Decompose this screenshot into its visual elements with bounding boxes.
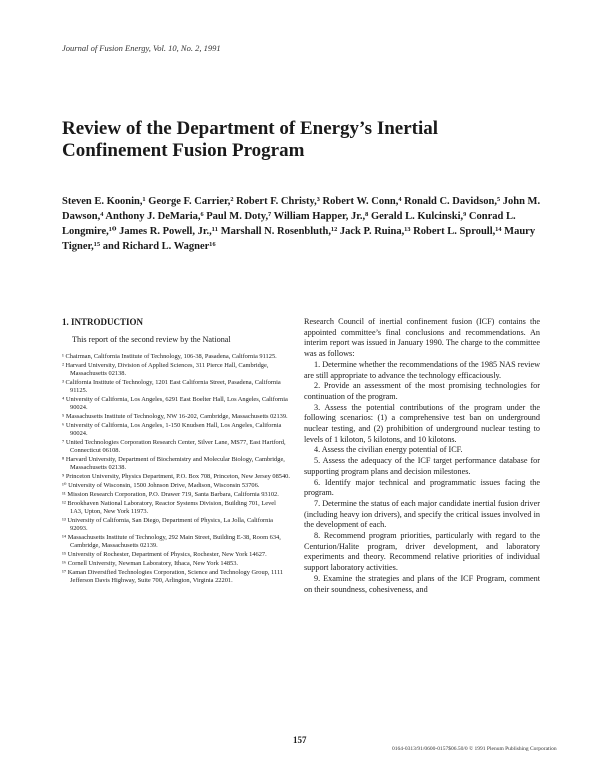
section-heading: 1. INTRODUCTION bbox=[62, 317, 144, 327]
footnotes bbox=[62, 353, 290, 585]
footnote: ¹¹ Mission Research Corporation, P.O. Drawer 719, Santa Barbara, California 93102. bbox=[62, 491, 279, 499]
charge-item: 5. Assess the adequacy of the ICF target performance database for supporting program plans and decision milestones. bbox=[304, 456, 540, 476]
intro-paragraph: This report of the second review by the National bbox=[72, 334, 231, 344]
footnote: ⁹ Princeton University, Physics Department, P.O. Box 708, Princeton, New Jersey 08540. bbox=[62, 473, 290, 481]
footnote: ¹⁷ Kaman Diversified Technologies Corporation, Science and Technology Group, 1111 Jefferson Davis Highway, Suite 700, Arlington, Virginia 22201. bbox=[62, 569, 284, 585]
footnote: ¹³ University of California, San Diego, Department of Physics, La Jolla, California 92093. bbox=[62, 517, 273, 533]
footnote: ¹⁰ University of Wisconsin, 1500 Johnson Drive, Madison, Wisconsin 53706. bbox=[62, 482, 260, 490]
footnote: ⁶ University of California, Los Angeles, 1-150 Knudsen Hall, Los Angeles, California 90024. bbox=[62, 422, 282, 438]
footnote: ⁵ Massachusetts Institute of Technology, NW 16-202, Cambridge, Massachusetts 02139. bbox=[62, 413, 288, 421]
footnote: ¹ Chairman, California Institute of Technology, 106-38, Pasadena, California 91125. bbox=[62, 353, 277, 361]
footnote: ² Harvard University, Division of Applied Sciences, 311 Pierce Hall, Cambridge, Massachusetts 02138. bbox=[62, 362, 269, 378]
copyright-line: 0164-0313/91/0600-0157$06.50/0 © 1991 Plenum Publishing Corporation bbox=[392, 746, 557, 752]
article-title: Review of the Department of Energy’s Inertial Confinement Fusion Program bbox=[62, 118, 439, 161]
page-number: 157 bbox=[293, 735, 307, 745]
charge-item: 7. Determine the status of each major candidate inertial fusion driver (including heavy ion drivers), and specify the critical issues involved in the development of each. bbox=[304, 498, 540, 530]
charge-item: 4. Assess the civilian energy potential of ICF. bbox=[314, 445, 463, 455]
footnote: ¹⁶ Cornell University, Newman Laboratory, Ithaca, New York 14853. bbox=[62, 560, 238, 568]
charge-item: 6. Identify major technical and programmatic issues facing the program. bbox=[304, 477, 540, 498]
footnote: ¹² Brookhaven National Laboratory, Reactor Systems Division, Building 701, Level 1A3, Upton, New York 11973. bbox=[62, 500, 276, 516]
charge-item: 1. Determine whether the recommendations of the 1985 NAS review are still appropriate to advance the technology efficaciously. bbox=[304, 359, 540, 380]
footnote: ¹⁴ Massachusetts Institute of Technology, 292 Main Street, Building E-38, Room 634, Cambridge, Massachusetts 02139. bbox=[62, 534, 281, 550]
footnote: ⁷ United Technologies Corporation Research Center, Silver Lane, MS77, East Hartford, Connecticut 06108. bbox=[62, 439, 286, 455]
footnote: ¹⁵ University of Rochester, Department of Physics, Rochester, New York 14627. bbox=[62, 551, 267, 559]
footnote: ⁸ Harvard University, Department of Biochemistry and Molecular Biology, Cambridge, Massachusetts 02138. bbox=[62, 456, 285, 472]
charge-item: 3. Assess the potential contributions of the program under the following scenarios: (1) a comprehensive test ban on underground nuclear testing, and (2) prohibition of underground nuclear testing to levels of 1 kiloton, 5 kilotons, and 10 kilotons. bbox=[304, 402, 540, 444]
charge-item: 9. Examine the strategies and plans of the ICF Program, comment on their soundness, cohesiveness, and bbox=[304, 573, 540, 594]
right-column bbox=[304, 317, 540, 595]
left-column bbox=[62, 317, 290, 586]
intro-continued: Research Council of inertial confinement fusion (ICF) contains the appointed committee’s final conclusions and recommendations. An interim report was issued in January 1990. The charge to the committee was as follows: bbox=[304, 317, 540, 359]
footnote: ³ California Institute of Technology, 1201 East California Street, Pasadena, California 91125. bbox=[62, 379, 281, 395]
footnote: ⁴ University of California, Los Angeles, 6291 East Boelter Hall, Los Angeles, California 90024. bbox=[62, 396, 288, 412]
charge-item: 2. Provide an assessment of the most promising technologies for continuation of the program. bbox=[304, 381, 540, 401]
journal-header: Journal of Fusion Energy, Vol. 10, No. 2, 1991 bbox=[62, 43, 221, 53]
charge-item: 8. Recommend program priorities, particularly with regard to the Centurion/Halite program, driver development, and laboratory experiments and theory. Recommend relative priorities of individual support laboratory activities. bbox=[304, 531, 540, 573]
author-list: Steven E. Koonin,¹ George F. Carrier,² Robert F. Christy,³ Robert W. Conn,⁴ Ronald C. Davidson,⁵ John M. Dawson,⁴ Anthony J. DeMaria,⁶ Paul M. Doty,⁷ William Happer, Jr.,⁸ Gerald L. Kulcinski,⁹ Conrad L. Longmire,¹⁰ James R. Powell, Jr.,¹¹ Marshall N. Rosenbluth,¹² Jack P. Ruina,¹³ Robert L. Sproull,¹⁴ Maury Tigner,¹⁵ and Richard L. Wagner¹⁶ bbox=[62, 196, 541, 252]
